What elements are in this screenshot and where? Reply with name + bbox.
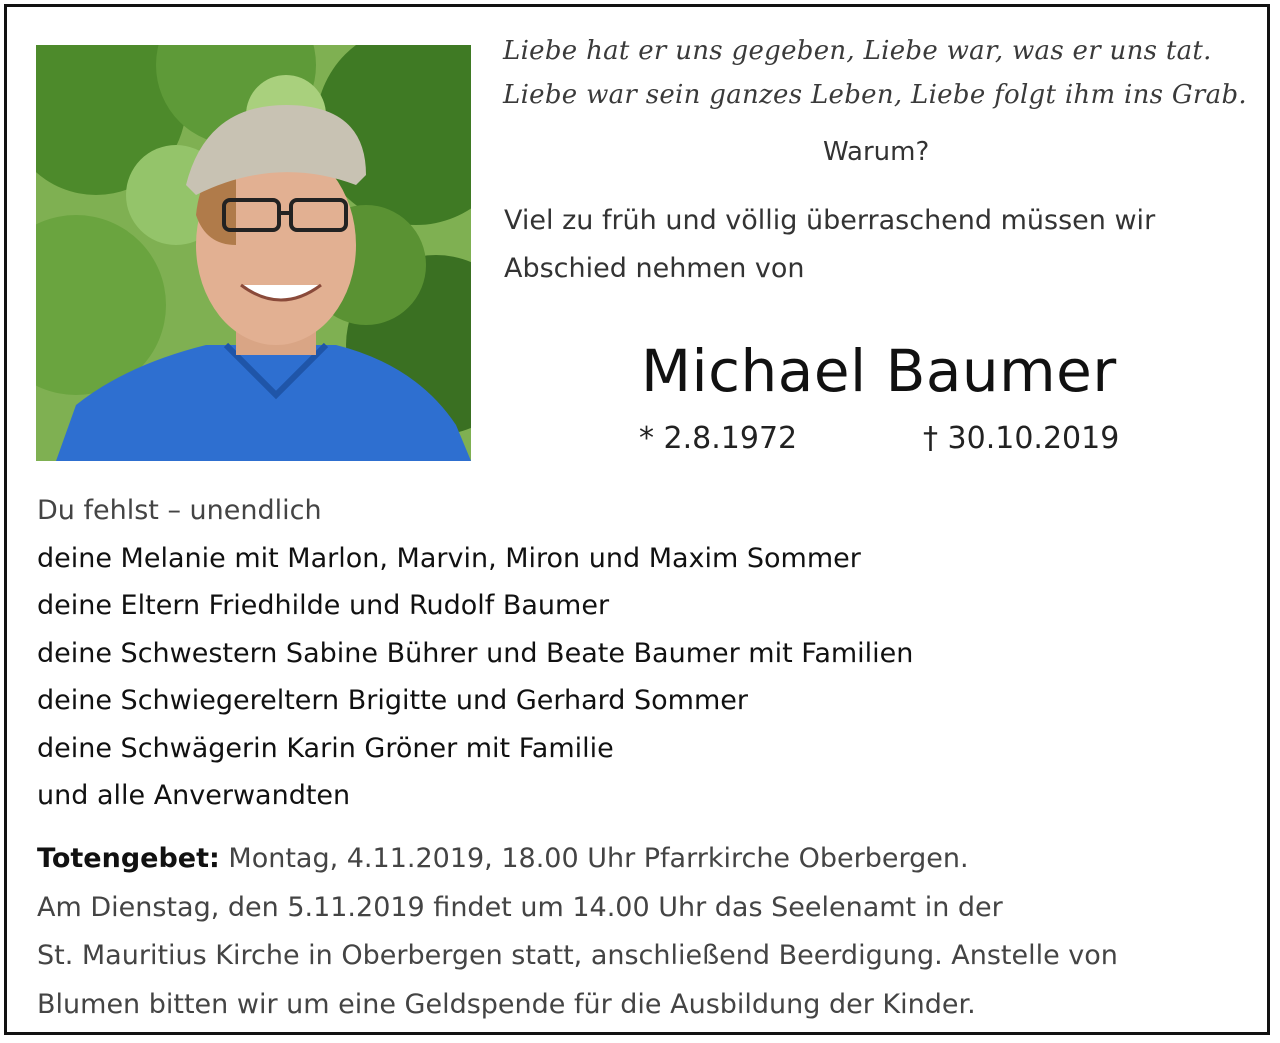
question-text: Warum? <box>823 137 930 167</box>
family-line: deine Eltern Friedhilde und Rudolf Baumer <box>37 590 610 621</box>
service-line-1 <box>37 835 1267 884</box>
intro-text <box>504 197 1264 293</box>
family-line: deine Schwestern Sabine Bührer und Beate Baumer mit Familien <box>37 637 914 669</box>
portrait-illustration <box>36 45 471 461</box>
quote-line-2: Liebe war sein ganzes Leben, Liebe folgt ihm ins Grab. <box>503 80 1247 110</box>
intro-line-1: Viel zu früh und völlig überraschend müssen wir <box>504 205 1156 236</box>
family-list <box>37 487 1257 820</box>
prayer-label: Totengebet: <box>37 843 220 874</box>
service-line-3: St. Mauritius Kirche in Oberbergen statt, anschließend Beerdigung. Anstelle von <box>37 940 1118 971</box>
prayer-details: Montag, 4.11.2019, 18.00 Uhr Pfarrkirche Oberbergen. <box>219 843 969 874</box>
service-information <box>37 835 1267 1029</box>
family-line: Du fehlst – unendlich <box>37 495 322 526</box>
obituary-notice <box>4 4 1270 1035</box>
service-line-4: Blumen bitten wir um eine Geldspende für die Ausbildung der Kinder. <box>37 988 976 1020</box>
birth-date <box>639 421 797 456</box>
death-date-value: 30.10.2019 <box>947 421 1120 456</box>
quote-line-1: Liebe hat er uns gegeben, Liebe war, was er uns tat. <box>503 36 1212 66</box>
birth-star-icon: * <box>639 421 654 456</box>
service-line-2: Am Dienstag, den 5.11.2019 findet um 14.00 Uhr das Seelenamt in der <box>37 891 1003 923</box>
birth-date-value: 2.8.1972 <box>663 421 798 456</box>
memorial-quote <box>503 29 1263 117</box>
family-line: deine Schwiegereltern Brigitte und Gerhard Sommer <box>37 685 748 716</box>
family-line: und alle Anverwandten <box>37 780 351 811</box>
deceased-name: Michael Baumer <box>641 337 1117 405</box>
portrait-photo <box>36 45 471 461</box>
family-line: deine Melanie mit Marlon, Marvin, Miron und Maxim Sommer <box>37 542 861 574</box>
death-cross-icon: † <box>923 421 938 456</box>
intro-line-2: Abschied nehmen von <box>504 253 805 284</box>
death-date <box>923 421 1119 456</box>
family-line: deine Schwägerin Karin Gröner mit Familie <box>37 732 614 764</box>
